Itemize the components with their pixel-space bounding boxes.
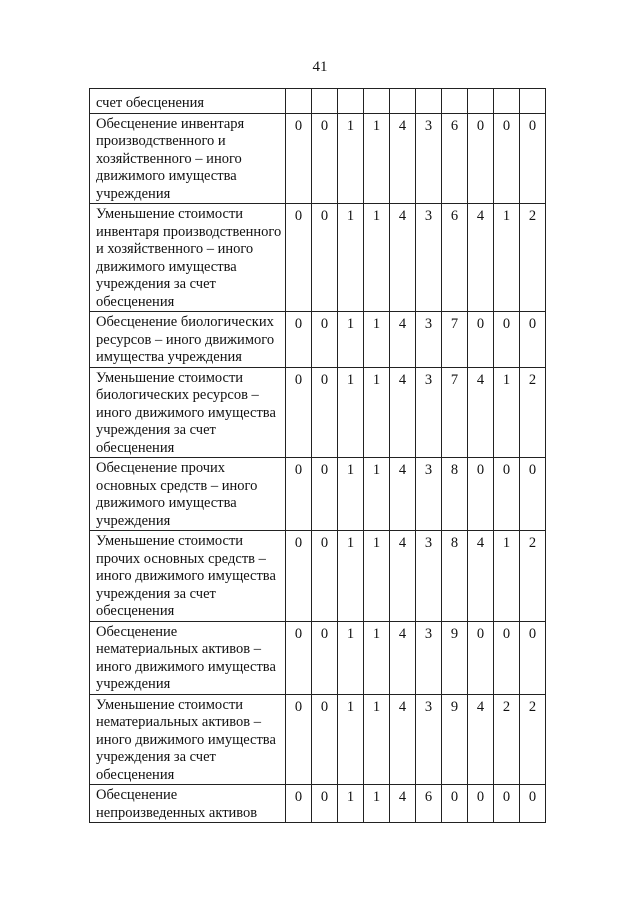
code-digit-cell: 0 [520,312,546,368]
code-digit-cell: 2 [520,694,546,785]
code-digit-cell: 1 [364,367,390,458]
code-digit-cell [286,89,312,114]
code-digit-cell: 0 [494,312,520,368]
code-digit-cell [442,89,468,114]
code-digit-cell: 1 [338,367,364,458]
code-digit-cell: 0 [468,785,494,823]
code-digit-cell: 7 [442,367,468,458]
code-digit-cell: 3 [416,312,442,368]
code-digit-cell: 0 [286,531,312,622]
code-digit-cell: 4 [390,312,416,368]
code-digit-cell: 6 [442,113,468,204]
row-label: Обесценение инвентаря производственного и хозяйственного – иного движимого имущества учреждения [90,113,286,204]
code-digit-cell: 0 [520,621,546,694]
code-digit-cell [494,89,520,114]
code-digit-cell: 4 [390,113,416,204]
code-digit-cell: 0 [312,458,338,531]
row-label: Обесценение непроизведенных активов [90,785,286,823]
code-digit-cell: 6 [416,785,442,823]
code-digit-cell: 1 [364,621,390,694]
code-digit-cell [468,89,494,114]
code-digit-cell: 9 [442,694,468,785]
code-digit-cell: 0 [312,204,338,312]
code-digit-cell: 4 [390,531,416,622]
code-digit-cell: 1 [364,312,390,368]
code-digit-cell: 3 [416,113,442,204]
code-digit-cell [520,89,546,114]
code-digit-cell: 0 [468,458,494,531]
code-digit-cell: 1 [364,113,390,204]
row-label: Обесценение биологических ресурсов – иного движимого имущества учреждения [90,312,286,368]
code-digit-cell: 1 [338,531,364,622]
code-digit-cell: 1 [364,694,390,785]
code-digit-cell: 8 [442,458,468,531]
code-digit-cell: 0 [468,113,494,204]
code-digit-cell: 3 [416,531,442,622]
code-digit-cell: 0 [286,367,312,458]
table-row [90,89,546,114]
code-digit-cell: 3 [416,458,442,531]
code-digit-cell: 4 [390,694,416,785]
code-digit-cell: 0 [520,458,546,531]
code-digit-cell: 0 [286,694,312,785]
code-digit-cell: 3 [416,367,442,458]
code-digit-cell: 4 [468,531,494,622]
code-digit-cell: 0 [520,785,546,823]
table-row [90,204,546,312]
code-digit-cell: 0 [312,367,338,458]
row-label: Обесценение прочих основных средств – иного движимого имущества учреждения [90,458,286,531]
table-row [90,531,546,622]
code-digit-cell: 0 [286,312,312,368]
code-digit-cell [390,89,416,114]
code-digit-cell: 0 [312,531,338,622]
code-digit-cell: 4 [390,621,416,694]
code-digit-cell: 3 [416,694,442,785]
code-digit-cell: 0 [312,312,338,368]
row-label: Уменьшение стоимости биологических ресурсов – иного движимого имущества учреждения за счет обесценения [90,367,286,458]
code-digit-cell: 8 [442,531,468,622]
table-row [90,621,546,694]
code-digit-cell [364,89,390,114]
code-digit-cell: 4 [468,367,494,458]
table-row [90,113,546,204]
code-digit-cell: 0 [494,621,520,694]
code-digit-cell: 4 [390,458,416,531]
code-digit-cell: 0 [494,113,520,204]
code-digit-cell: 0 [442,785,468,823]
code-digit-cell: 0 [312,621,338,694]
table-row [90,312,546,368]
code-digit-cell: 6 [442,204,468,312]
table-row [90,458,546,531]
code-digit-cell: 2 [520,367,546,458]
code-digit-cell: 1 [338,113,364,204]
code-digit-cell: 0 [312,113,338,204]
code-digit-cell: 0 [520,113,546,204]
code-digit-cell: 1 [338,694,364,785]
code-digit-cell: 1 [364,531,390,622]
code-digit-cell: 0 [312,785,338,823]
code-digit-cell: 4 [468,204,494,312]
code-digit-cell: 4 [468,694,494,785]
account-codes-table [89,88,546,823]
code-digit-cell: 1 [338,204,364,312]
row-label: Уменьшение стоимости прочих основных средств – иного движимого имущества учреждения за счет обесценения [90,531,286,622]
code-digit-cell [338,89,364,114]
code-digit-cell: 0 [286,113,312,204]
code-digit-cell: 0 [468,312,494,368]
code-digit-cell: 0 [494,785,520,823]
code-digit-cell: 9 [442,621,468,694]
code-digit-cell [312,89,338,114]
code-digit-cell: 2 [520,204,546,312]
code-digit-cell [416,89,442,114]
code-digit-cell: 1 [338,621,364,694]
code-digit-cell: 4 [390,367,416,458]
row-label: счет обесценения [90,89,286,114]
code-digit-cell: 0 [286,458,312,531]
code-digit-cell: 1 [494,367,520,458]
row-label: Уменьшение стоимости инвентаря производственного и хозяйственного – иного движимого имущества учреждения за счет обесценения [90,204,286,312]
code-digit-cell: 4 [390,785,416,823]
code-digit-cell: 1 [364,458,390,531]
table-body [90,89,546,823]
code-digit-cell: 0 [286,204,312,312]
code-digit-cell: 3 [416,621,442,694]
table-row [90,367,546,458]
code-digit-cell: 3 [416,204,442,312]
code-digit-cell: 1 [494,531,520,622]
code-digit-cell: 0 [312,694,338,785]
code-digit-cell: 1 [364,204,390,312]
code-digit-cell: 7 [442,312,468,368]
code-digit-cell: 2 [520,531,546,622]
table-row [90,694,546,785]
code-digit-cell: 1 [364,785,390,823]
code-digit-cell: 0 [286,621,312,694]
row-label: Уменьшение стоимости нематериальных активов – иного движимого имущества учреждения за счет обесценения [90,694,286,785]
code-digit-cell: 0 [286,785,312,823]
page-number: 41 [312,59,328,75]
code-digit-cell: 1 [338,458,364,531]
row-label: Обесценение нематериальных активов – иного движимого имущества учреждения [90,621,286,694]
table-row [90,785,546,823]
code-digit-cell: 0 [468,621,494,694]
code-digit-cell: 0 [494,458,520,531]
code-digit-cell: 4 [390,204,416,312]
code-digit-cell: 1 [494,204,520,312]
code-digit-cell: 1 [338,785,364,823]
code-digit-cell: 2 [494,694,520,785]
code-digit-cell: 1 [338,312,364,368]
